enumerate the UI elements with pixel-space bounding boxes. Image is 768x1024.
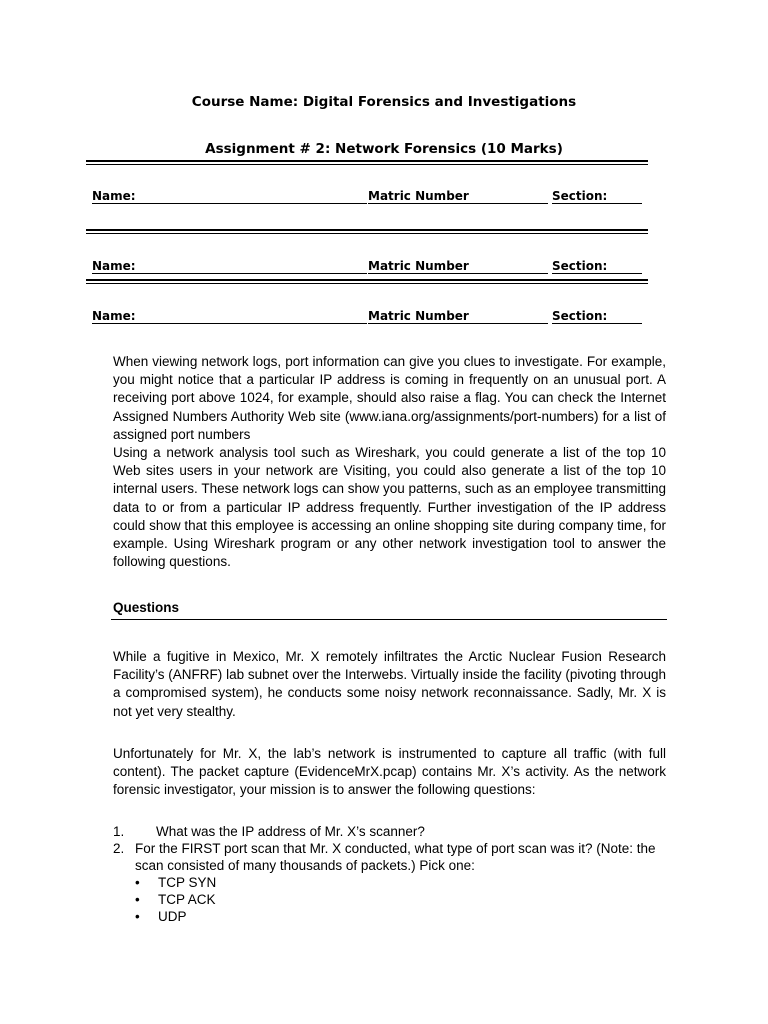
option-item xyxy=(113,874,669,891)
question-number: 2. xyxy=(113,841,125,856)
intro-paragraph-2: Using a network analysis tool such as Wireshark, you could generate a list of the top 10 Web sites users in your network are Visiting, you could also generate a list of the top 10 internal users. These network logs can show you patterns, such as an employee transmitting data to or from a particular IP address frequently. Further investigation of the IP address could show that this employee is accessing an online shopping site during company time, for example. Using Wireshark program or any other network investigation tool to answer the following questions. xyxy=(113,445,666,570)
intro-paragraph-1: When viewing network logs, port information can give you clues to investigate. For example, you might notice that a particular IP address is coming in frequently on an unusual port. A receiving port above 1024, for example, should also raise a flag. You can check the Internet Assigned Numbers Authority Web site (www.iana.org/assignments/port-numbers) for a list of assigned port numbers xyxy=(113,354,666,442)
name-blank xyxy=(92,323,367,324)
matric-label: Matric Number xyxy=(368,189,469,203)
question-2 xyxy=(113,840,669,925)
option-label: TCP SYN xyxy=(158,875,217,890)
scenario-paragraph-1 xyxy=(113,648,666,721)
section-blank xyxy=(552,323,642,324)
scenario-text-2: Unfortunately for Mr. X, the lab’s network is instrumented to capture all traffic (with full content). The packet capture (EvidenceMrX.pcap) contains Mr. X’s activity. As the network forensic investigator, your mission is to answer the following questions: xyxy=(113,746,666,798)
section-blank xyxy=(552,273,642,274)
intro-section xyxy=(113,353,666,571)
matric-blank xyxy=(368,323,548,324)
option-label: TCP ACK xyxy=(158,892,216,907)
name-blank xyxy=(92,273,367,274)
matric-blank xyxy=(368,273,548,274)
double-rule xyxy=(86,279,648,284)
questions-heading: Questions xyxy=(113,600,180,615)
name-blank xyxy=(92,203,367,204)
section-label: Section: xyxy=(552,309,608,323)
option-label: UDP xyxy=(158,909,187,924)
matric-label: Matric Number xyxy=(368,309,469,323)
course-name: Course Name: Digital Forensics and Investigations xyxy=(191,94,577,110)
name-label: Name: xyxy=(92,259,136,273)
bullet-icon: • xyxy=(135,909,140,924)
matric-label: Matric Number xyxy=(368,259,469,273)
bullet-icon: • xyxy=(135,892,140,907)
section-blank xyxy=(552,203,642,204)
student-row xyxy=(92,259,652,279)
question-text: What was the IP address of Mr. X’s scanner? xyxy=(156,824,425,839)
question-text: For the FIRST port scan that Mr. X conducted, what type of port scan was it? (Note: the scan consisted of many thousands of packets.) Pick one: xyxy=(135,841,656,873)
section-label: Section: xyxy=(552,189,608,203)
bullet-icon: • xyxy=(135,875,140,890)
options-list xyxy=(113,874,669,925)
name-label: Name: xyxy=(92,189,136,203)
scenario-paragraph-2 xyxy=(113,745,666,800)
option-item xyxy=(113,891,669,908)
student-row xyxy=(92,189,652,209)
question-1 xyxy=(113,823,669,840)
questions-divider xyxy=(111,619,667,620)
question-number: 1. xyxy=(113,824,125,839)
option-item xyxy=(113,908,669,925)
name-label: Name: xyxy=(92,309,136,323)
double-rule xyxy=(86,229,648,234)
scenario-text-1: While a fugitive in Mexico, Mr. X remotely infiltrates the Arctic Nuclear Fusion Research Facility’s (ANFRF) lab subnet over the Interwebs. Virtually inside the facility (pivoting through a compromised system), he conducts some noisy network reconnaissance. Sadly, Mr. X is not yet very stealthy. xyxy=(113,649,666,719)
student-row xyxy=(92,309,652,329)
section-label: Section: xyxy=(552,259,608,273)
matric-blank xyxy=(368,203,548,204)
assignment-title: Assignment # 2: Network Forensics (10 Marks) xyxy=(205,141,563,157)
question-list xyxy=(113,823,669,925)
double-rule xyxy=(86,160,648,165)
